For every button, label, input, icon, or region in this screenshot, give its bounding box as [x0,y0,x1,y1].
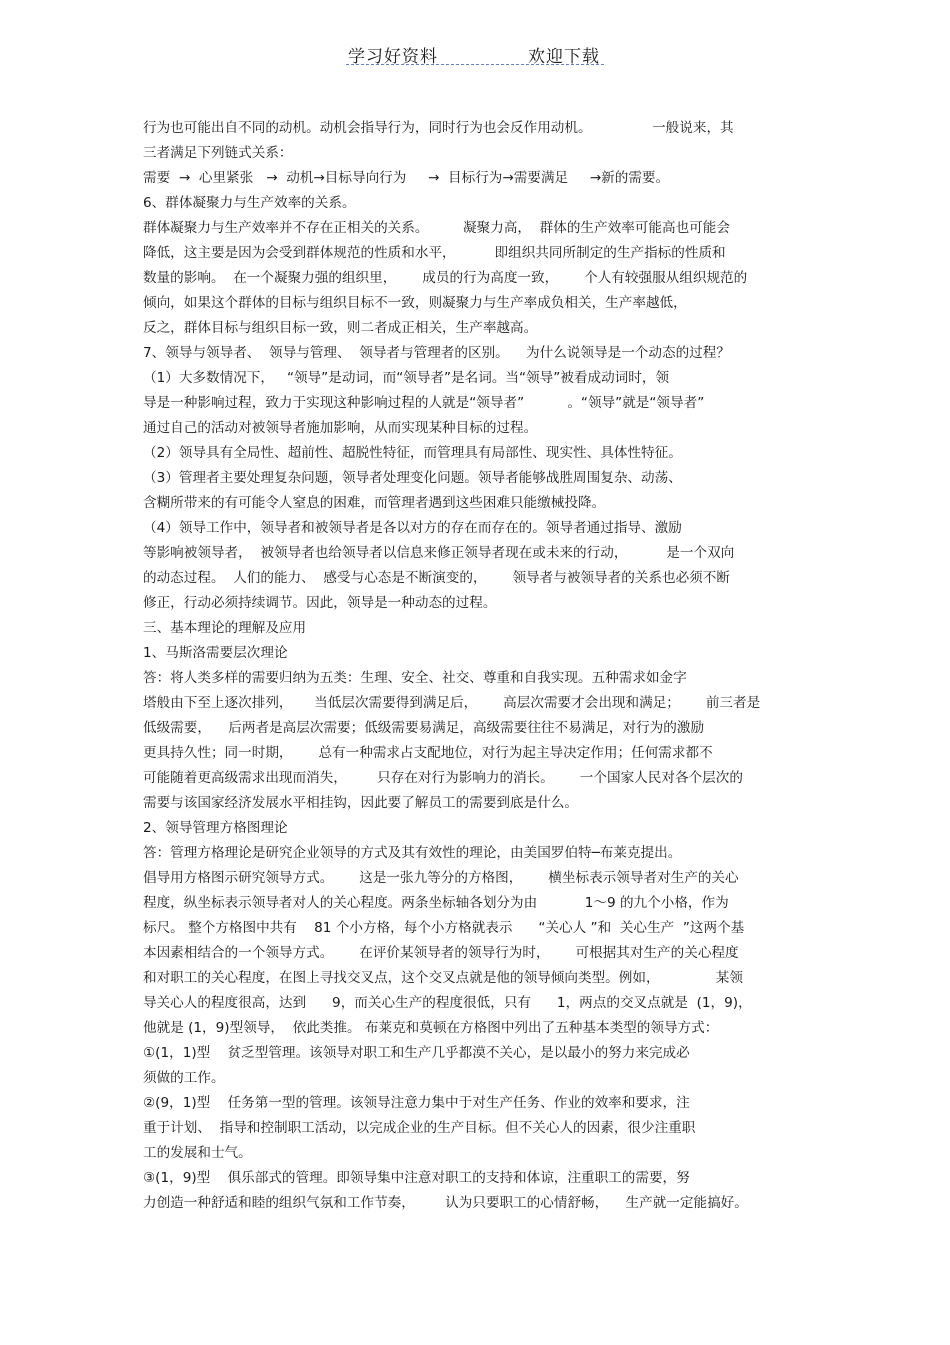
text-line: 1、马斯洛需要层次理论 [143,645,288,661]
text-line: 和对职工的关心程度，在图上寻找交叉点，这个交叉点就是他的领导倾向类型。例如， 某领 [143,970,743,986]
text-line: 程度，纵坐标表示领导者对人的关心程度。两条坐标轴各划分为由 1～9 的九个小格，作为 [143,895,729,911]
text-line: 修正，行动必须持续调节。因此，领导是一种动态的过程。 [143,595,497,611]
text-line: 2、领导管理方格图理论 [143,820,288,836]
text-line: 可能随着更高级需求出现而消失， 只存在对行为影响力的消长。 一个国家人民对各个层次的 [143,770,743,786]
text-line: 需要与该国家经济发展水平相挂钩，因此要了解员工的需要到底是什么。 [143,795,578,811]
text-line: 重于计划、 指导和控制职工活动，以完成企业的生产目标。但不关心人的因素，很少注重职 [143,1120,696,1136]
text-line: 倾向，如果这个群体的目标与组织目标不一致，则凝聚力与生产率成负相关，生产率越低， [143,295,687,311]
text-line: 含糊所带来的有可能令人窒息的困难，而管理者遇到这些困难只能缴械投降。 [143,495,606,511]
text-line: 力创造一种舒适和睦的组织气氛和工作节奏， 认为只要职工的心情舒畅， 生产就一定能搞好。 [143,1195,748,1211]
text-line: ②(9，1)型 任务第一型的管理。该领导注意力集中于对生产任务、作业的效率和要求，注 [143,1095,690,1111]
text-line: （2）领导具有全局性、超前性、超脱性特征，而管理具有局部性、现实性、具体性特征。 [143,445,682,461]
text-line: 需要 → 心里紧张 → 动机→目标导向行为 → 目标行为→需要满足 →新的需要。 [143,170,670,186]
text-line: 降低，这主要是因为会受到群体规范的性质和水平， 即组织共同所制定的生产指标的性质和 [143,245,726,261]
text-line: 更具持久性；同一时期， 总有一种需求占支配地位，对行为起主导决定作用；任何需求都不 [143,745,713,761]
text-line: 6、群体凝聚力与生产效率的关系。 [143,195,356,211]
text-line: 三者满足下列链式关系： [143,145,293,161]
document-body [143,116,815,1216]
text-line: ③(1，9)型 俱乐部式的管理。即领导集中注意对职工的支持和体谅，注重职工的需要，努 [143,1170,690,1186]
text-line: 三、基本理论的理解及应用 [143,620,307,636]
text-line: 本因素相结合的一个领导方式。 在评价某领导者的领导行为时， 可根据其对生产的关心程度 [143,945,739,961]
text-line: 等影响被领导者， 被领导者也给领导者以信息来修正领导者现在或未来的行动， 是一个双向 [143,545,735,561]
text-line: （3）管理者主要处理复杂问题，领导者处理变化问题。领导者能够战胜周围复杂、动荡、 [143,470,682,486]
text-line: 行为也可能出自不同的动机。动机会指导行为，同时行为也会反作用动机。 一般说来，其 [143,120,734,136]
text-line: 低级需要， 后两者是高层次需要；低级需要易满足，高级需要往往不易满足，对行为的激励 [143,720,705,736]
text-line: 标尺。 整个方格图中共有 81 个小方格，每个小方格就表示 “关心人 ”和 关心生产 ”这两个基 [143,920,745,936]
text-line: 导是一种影响过程，致力于实现这种影响过程的人就是“领导者” 。“领导”就是“领导者” [143,395,705,411]
text-line: 数量的影响。 在一个凝聚力强的组织里， 成员的行为高度一致， 个人有较强服从组织规范的 [143,270,748,286]
text-line: 反之，群体目标与组织目标一致，则二者成正相关，生产率越高。 [143,320,538,336]
text-line: 倡导用方格图示研究领导方式。 这是一张九等分的方格图， 横坐标表示领导者对生产的关心 [143,870,739,886]
header-right-text: 欢迎下载 [528,47,600,67]
text-line: ①(1，1)型 贫乏型管理。该领导对职工和生产几乎都漠不关心，是以最小的努力来完成必 [143,1045,690,1061]
text-line: 工的发展和士气。 [143,1145,252,1161]
page-header [0,40,950,70]
text-line: 答：管理方格理论是研究企业领导的方式及其有效性的理论，由美国罗伯特─布莱克提出。 [143,845,682,861]
text-line: 他就是 (1，9)型领导， 依此类推。 布莱克和莫顿在方格图中列出了五种基本类型的领导方式： [143,1020,719,1036]
text-line: 导关心人的程度很高，达到 9，而关心生产的程度很低，只有 1，两点的交叉点就是 (1，9)， [143,995,752,1011]
text-line: 答：将人类多样的需要归纳为五类：生理、安全、社交、尊重和自我实现。五种需求如金字 [143,670,687,686]
text-line: 7、领导与领导者、 领导与管理、 领导者与管理者的区别。 为什么说领导是一个动态的过程？ [143,345,730,361]
text-line: 须做的工作。 [143,1070,225,1086]
text-line: 通过自己的活动对被领导者施加影响，从而实现某种目标的过程。 [143,420,538,436]
text-line: 的动态过程。 人们的能力、 感受与心态是不断演变的， 领导者与被领导者的关系也必须不断 [143,570,730,586]
text-line: 群体凝聚力与生产效率并不存在正相关的关系。 凝聚力高， 群体的生产效率可能高也可能会 [143,220,730,236]
header-left-text: 学习好资料 [348,47,438,67]
text-line: 塔般由下至上逐次排列， 当低层次需要得到满足后， 高层次需要才会出现和满足； 前三者是 [143,695,761,711]
header-divider [346,64,604,65]
text-line: （1）大多数情况下， “领导”是动词，而“领导者”是名词。当“领导”被看成动词时，领 [143,370,670,386]
text-line: （4）领导工作中，领导者和被领导者是各以对方的存在而存在的。领导者通过指导、激励 [143,520,682,536]
